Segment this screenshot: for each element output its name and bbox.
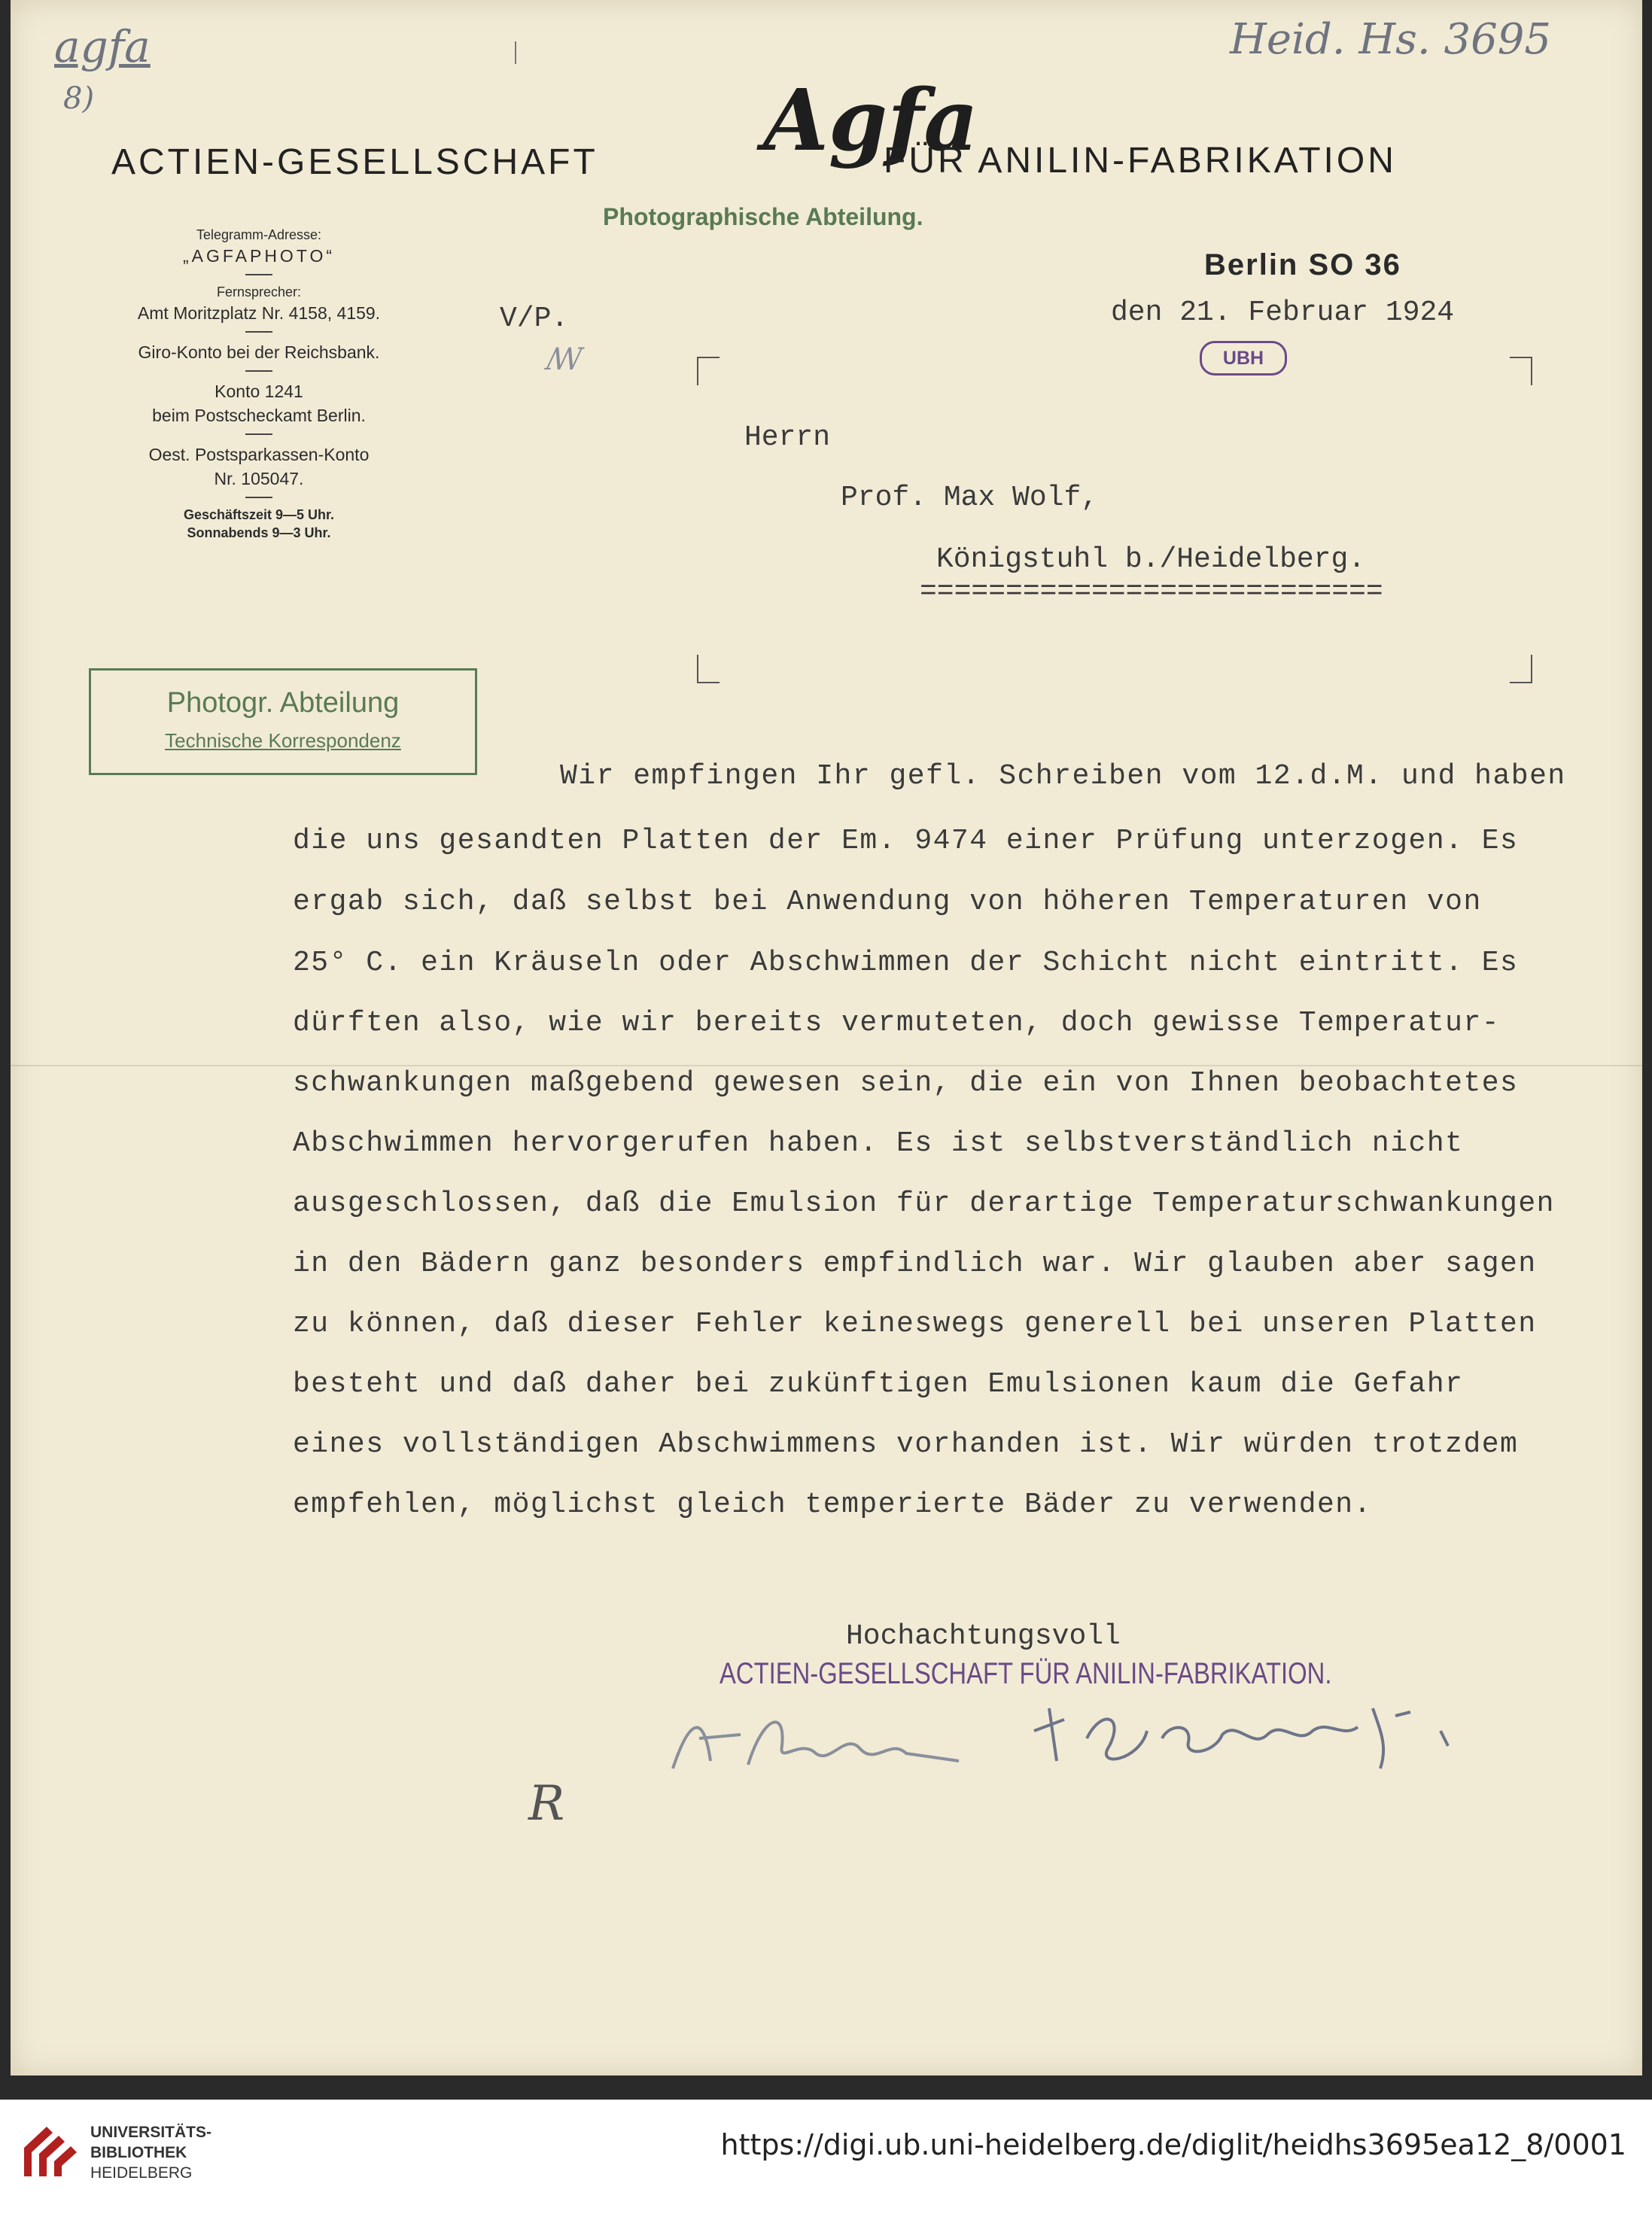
body-line: Wir empfingen Ihr gefl. Schreiben vom 12.d.M. und haben [560, 760, 1566, 792]
university-library-logo-icon [17, 2118, 83, 2184]
company-signature-stamp: ACTIEN-GESELLSCHAFT FÜR ANILIN-FABRIKATION. [720, 1657, 1332, 1690]
handwritten-shelfmark: Heid. Hs. 3695 [1230, 15, 1552, 64]
department-title: Photographische Abteilung. [603, 203, 923, 230]
ubh-stamp: UBH [1200, 341, 1287, 376]
stamp-line-correspondence: Technische Korrespondenz [165, 729, 401, 752]
sender-location: Berlin SO 36 [1204, 248, 1401, 281]
address-corner-tr [1510, 357, 1532, 385]
document-url-link[interactable]: https://digi.ub.uni-heidelberg.de/diglit/heidhs3695ea12_8/0001 [720, 2128, 1626, 2161]
library-name-line3: HEIDELBERG [90, 2164, 193, 2182]
postal-account-office: beim Postscheckamt Berlin. [152, 406, 366, 425]
body-line: empfehlen, möglichst gleich temperierte Bäder zu verwenden. [293, 1489, 1372, 1521]
library-name-line2: BIBLIOTHEK [90, 2144, 187, 2161]
postal-account: Konto 1241 [214, 382, 303, 401]
austrian-account: Oest. Postsparkassen-Konto [148, 445, 370, 464]
body-line: dürften also, wie wir bereits vermuteten, doch gewisse Temperatur- [293, 1007, 1501, 1039]
separator [245, 370, 272, 372]
body-line: Abschwimmen hervorgerufen haben. Es ist selbstverständlich nicht [293, 1127, 1464, 1160]
phone-number: Amt Moritzplatz Nr. 4158, 4159. [137, 303, 381, 323]
pencil-mark: R [528, 1776, 565, 1832]
paper-fold [11, 1065, 1642, 1066]
body-line: besteht und daß daher bei zukünftigen Emulsionen kaum die Gefahr [293, 1368, 1464, 1400]
address-corner-br [1510, 655, 1532, 683]
address-underline: =========================== [920, 576, 1383, 608]
separator [245, 331, 272, 333]
reference-initials: V/P. [500, 303, 569, 335]
telegram-address: „AGFAPHOTO“ [182, 246, 336, 266]
department-stamp [89, 668, 477, 775]
handwritten-note-agfa: agfa [54, 21, 151, 72]
library-name-line1: UNIVERSITÄTS- [90, 2124, 212, 2141]
library-footer [0, 2100, 1652, 2220]
stamp-line-department: Photogr. Abteilung [166, 687, 400, 719]
body-line: 25° C. ein Kräuseln oder Abschwimmen der Schicht nicht eintritt. Es [293, 947, 1519, 979]
body-line: die uns gesandten Platten der Em. 9474 einer Prüfung unterzogen. Es [293, 825, 1519, 857]
phone-label: Fernsprecher: [216, 284, 302, 300]
address-corner-tl [697, 357, 720, 385]
business-hours: Geschäftszeit 9—5 Uhr. [183, 507, 335, 522]
body-line: zu können, daß dieser Fehler keineswegs generell bei unseren Platten [293, 1308, 1537, 1340]
body-line: in den Bädern ganz besonders empfindlich war. Wir glauben aber sagen [293, 1248, 1537, 1280]
separator [245, 433, 272, 435]
body-line: ergab sich, daß selbst bei Anwendung von höheren Temperaturen von [293, 886, 1482, 918]
agfa-logo: Agfa [763, 71, 978, 170]
separator [245, 497, 272, 498]
body-line: ausgeschlossen, daß die Emulsion für derartige Temperaturschwankungen [293, 1188, 1555, 1220]
body-line: schwankungen maßgebend gewesen sein, die ein von Ihnen beobachtetes [293, 1067, 1519, 1099]
address-corner-bl [697, 655, 720, 683]
saturday-hours: Sonnabends 9—3 Uhr. [187, 525, 331, 540]
company-name-left: ACTIEN-GESELLSCHAFT [111, 142, 598, 182]
pencil-initials: ꟿ [546, 342, 583, 377]
giro-account: Giro-Konto bei der Reichsbank. [138, 342, 380, 362]
library-name [90, 2122, 211, 2183]
letter-sheet [11, 0, 1642, 2076]
sender-info-column [93, 226, 424, 542]
closing-greeting: Hochachtungsvoll [846, 1620, 1121, 1653]
austrian-account-number: Nr. 105047. [214, 469, 304, 488]
signature-left [658, 1693, 1004, 1791]
recipient-address: Königstuhl b./Heidelberg. [936, 543, 1366, 576]
recipient-salutation: Herrn [744, 421, 831, 454]
company-name-right: FÜR ANILIN-FABRIKATION [884, 141, 1397, 181]
punch-mark [515, 41, 516, 64]
recipient-name: Prof. Max Wolf, [841, 482, 1099, 514]
signature-right [1019, 1686, 1471, 1776]
letter-date: den 21. Februar 1924 [1111, 297, 1455, 329]
handwritten-number: 8) [63, 81, 95, 116]
separator [245, 274, 272, 275]
telegram-label: Telegramm-Adresse: [196, 227, 322, 242]
body-line: eines vollständigen Abschwimmens vorhanden ist. Wir würden trotzdem [293, 1428, 1519, 1461]
